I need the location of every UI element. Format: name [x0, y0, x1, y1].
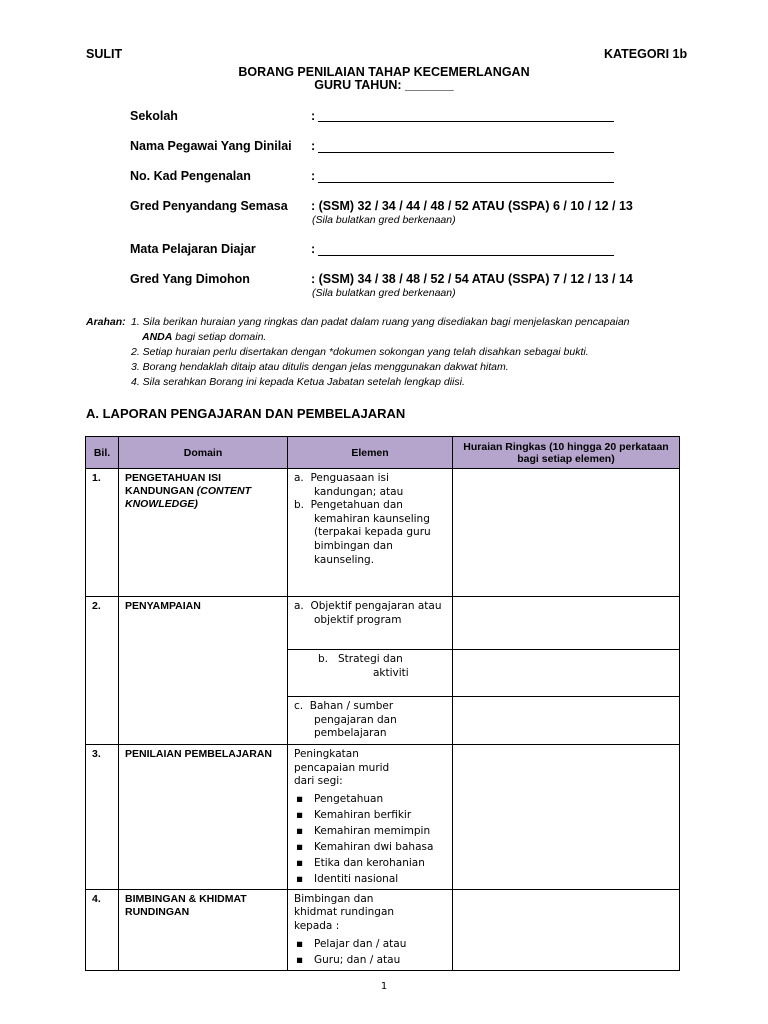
arahan-item-2: 2. Setiap huraian perlu disertakan dengan *dokumen sokongan yang telah disahkan sebagai bukti.: [131, 346, 589, 358]
bullet-icon: ▪: [296, 953, 304, 966]
arahan-anda: ANDA: [142, 331, 173, 343]
input-line-kad-pengenalan[interactable]: [318, 181, 614, 183]
row-2-elemen-a: a. Objektif pengajaran atau objektif program: [294, 600, 442, 626]
note-gred-dimohon: (Sila bulatkan gred berkenaan): [312, 287, 456, 299]
bullet-icon: ▪: [296, 937, 304, 950]
label-kad-pengenalan: No. Kad Pengenalan: [130, 169, 251, 183]
list-item: ▪ Kemahiran berfikir: [296, 808, 412, 821]
row-3-elemen: [288, 745, 453, 890]
colon-mata-pelajaran: :: [311, 242, 316, 256]
list-item: ▪ Identiti nasional: [296, 872, 399, 885]
row-3-elemen-intro: Peningkatan pencapaian murid dari segi:: [294, 748, 390, 788]
header-huraian: Huraian Ringkas (10 hingga 20 perkataan bagi setiap elemen): [453, 437, 680, 469]
label-gred-dimohon: Gred Yang Dimohon: [130, 272, 250, 286]
row-1-domain: [119, 469, 288, 597]
label-gred-semasa: Gred Penyandang Semasa: [130, 199, 288, 213]
row-1-bil: 1.: [86, 469, 119, 597]
bullet-icon: ▪: [296, 824, 304, 837]
row-3-huraian-cell[interactable]: [453, 745, 680, 890]
row-2b-huraian-cell[interactable]: [453, 650, 680, 697]
note-gred-semasa: (Sila bulatkan gred berkenaan): [312, 214, 456, 226]
row-2-elemen-b-cell: [288, 650, 453, 697]
table-row: [86, 469, 680, 597]
row-4-domain: BIMBINGAN & KHIDMAT RUNDINGAN: [119, 889, 288, 970]
row-2-bil: 2.: [86, 597, 119, 745]
input-line-mata-pelajaran[interactable]: [318, 254, 614, 256]
bullet-icon: ▪: [296, 856, 304, 869]
header-bil: Bil.: [86, 437, 119, 469]
label-sekolah: Sekolah: [130, 109, 178, 123]
table-row: [86, 597, 680, 650]
arahan-item-1-tail: bagi setiap domain.: [172, 331, 267, 343]
value-gred-semasa: : (SSM) 32 / 34 / 44 / 48 / 52 ATAU (SSPA) 6 / 10 / 12 / 13: [311, 199, 633, 213]
form-title: BORANG PENILAIAN TAHAP KECEMERLANGAN: [238, 65, 530, 79]
page-number: 1: [380, 981, 388, 992]
colon-nama-pegawai: :: [311, 139, 316, 153]
table-row: [86, 889, 680, 970]
row-1-huraian-cell[interactable]: [453, 469, 680, 597]
laporan-table: [85, 436, 680, 971]
arahan-label: Arahan:: [86, 316, 126, 328]
row-2a-huraian-cell[interactable]: [453, 597, 680, 650]
label-mata-pelajaran: Mata Pelajaran Diajar: [130, 242, 256, 256]
arahan-item-3: 3. Borang hendaklah ditaip atau ditulis dengan jelas menggunakan dakwat hitam.: [131, 361, 509, 373]
header-domain: Domain: [119, 437, 288, 469]
bullet-icon: ▪: [296, 840, 304, 853]
row-2c-huraian-cell[interactable]: [453, 697, 680, 745]
header-kategori: KATEGORI 1b: [604, 47, 688, 61]
row-3-bil: 3.: [86, 745, 119, 890]
row-2-elemen-b: b. Strategi dan: [318, 653, 403, 665]
row-4-elemen: [288, 889, 453, 970]
row-4-elemen-intro: Bimbingan dan khidmat rundingan kepada :: [294, 892, 395, 932]
list-item: ▪ Pelajar dan / atau: [296, 937, 407, 950]
table-header-row: [86, 437, 680, 469]
section-a-title: A. LAPORAN PENGAJARAN DAN PEMBELAJARAN: [86, 406, 406, 421]
header-elemen: Elemen: [288, 437, 453, 469]
row-1-domain-text: PENGETAHUAN ISI KANDUNGAN: [125, 472, 222, 497]
row-3-bullet-list: [294, 791, 448, 887]
arahan-item-4: 4. Sila serahkan Borang ini kepada Ketua Jabatan setelah lengkap diisi.: [131, 376, 465, 388]
table-row: [86, 745, 680, 890]
row-1-elemen-a: a. Penguasaan isi kandungan; atau: [294, 472, 404, 498]
row-2-elemen-b-cont: aktiviti: [373, 666, 409, 679]
row-2-domain: PENYAMPAIAN: [119, 597, 288, 745]
list-item: ▪ Kemahiran memimpin: [296, 824, 431, 837]
arahan-item-1: 1. Sila berikan huraian yang ringkas dan padat dalam ruang yang disediakan bagi menjelaskan pencapaian: [131, 316, 630, 328]
header-sulit: SULIT: [86, 47, 123, 61]
list-item: ▪ Kemahiran dwi bahasa: [296, 840, 434, 853]
list-item: ▪ Pengetahuan: [296, 792, 384, 805]
row-1-elemen: [288, 469, 453, 597]
row-4-huraian-cell[interactable]: [453, 889, 680, 970]
colon-sekolah: :: [311, 109, 316, 123]
input-line-nama-pegawai[interactable]: [318, 151, 614, 153]
row-2-elemen-c: c. Bahan / sumber pengajaran dan pembelajaran: [294, 700, 397, 740]
arahan-item-1-cont: [142, 331, 266, 343]
row-4-bil: 4.: [86, 889, 119, 970]
row-4-bullet-list: [294, 936, 448, 968]
list-item: ▪ Etika dan kerohanian: [296, 856, 425, 869]
label-nama-pegawai: Nama Pegawai Yang Dinilai: [130, 139, 292, 153]
bullet-icon: ▪: [296, 872, 304, 885]
bullet-icon: ▪: [296, 792, 304, 805]
row-2-elemen-c-cell: [288, 697, 453, 745]
form-subtitle: GURU TAHUN: _______: [314, 78, 454, 92]
row-3-domain: PENILAIAN PEMBELAJARAN: [119, 745, 288, 890]
row-1-elemen-b: b. Pengetahuan dan kemahiran kaunseling (terpakai kepada guru bimbingan dan kaunseling.: [294, 499, 431, 566]
row-2-elemen-a-cell: [288, 597, 453, 650]
list-item: ▪ Guru; dan / atau: [296, 953, 401, 966]
bullet-icon: ▪: [296, 808, 304, 821]
colon-kad-pengenalan: :: [311, 169, 316, 183]
row-1-domain-italic: (CONTENT KNOWLEDGE): [125, 485, 251, 510]
value-gred-dimohon: : (SSM) 34 / 38 / 48 / 52 / 54 ATAU (SSPA) 7 / 12 / 13 / 14: [311, 272, 633, 286]
input-line-sekolah[interactable]: [318, 120, 614, 122]
